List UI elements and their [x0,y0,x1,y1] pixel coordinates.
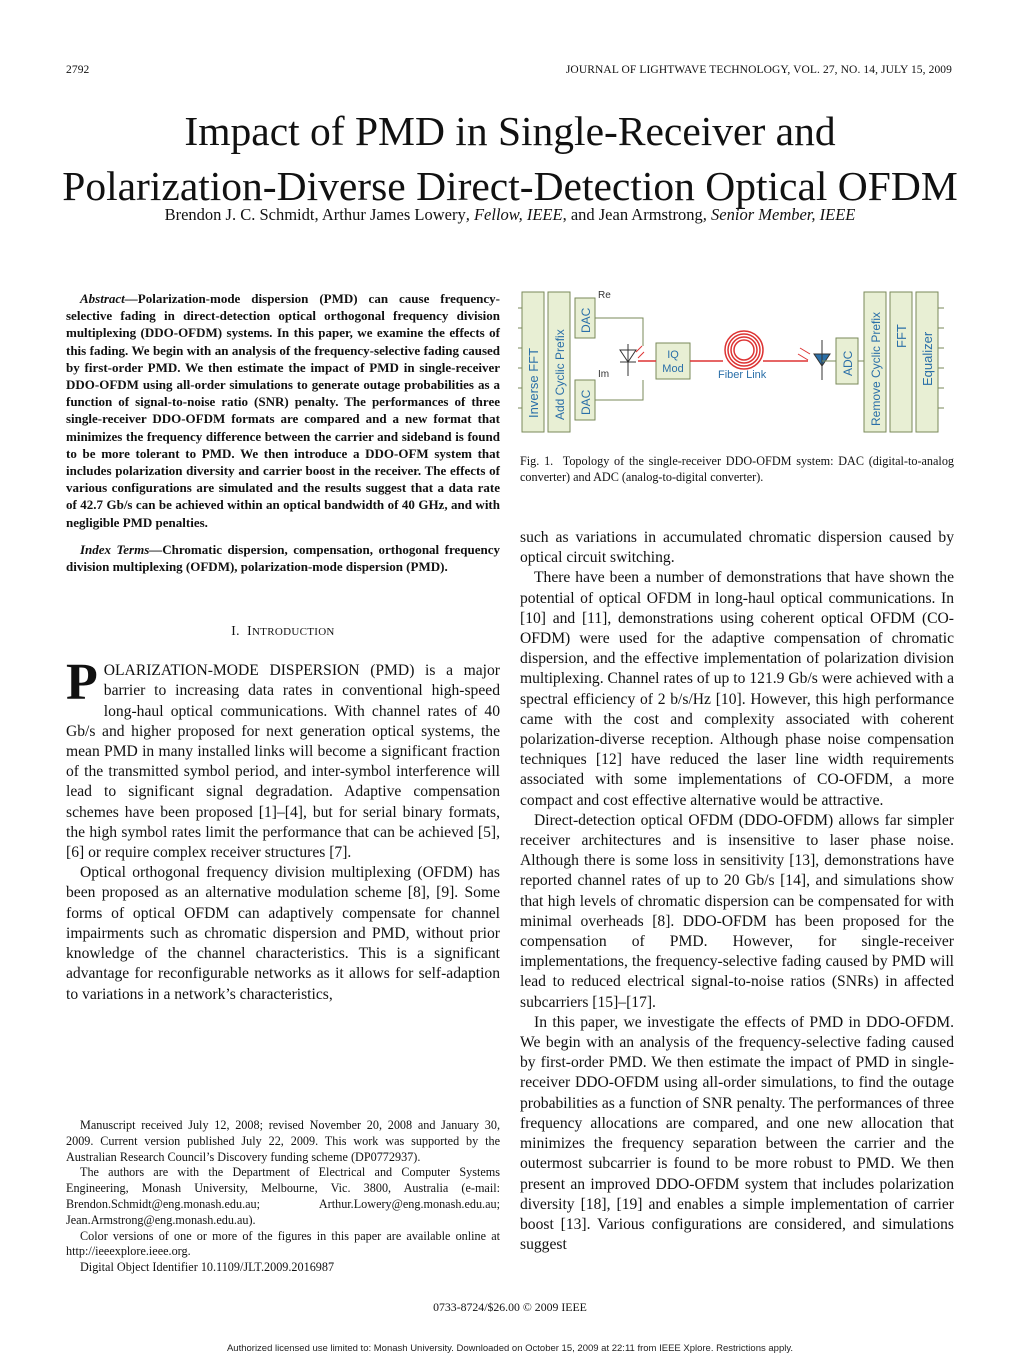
index-terms [66,541,500,575]
laser-icon [620,344,644,376]
fiber-coil-icon [725,331,763,369]
section-heading [66,623,500,639]
drop-cap: P [66,654,98,712]
fiber-link-label: Fiber Link [718,369,767,381]
journal-header: JOURNAL OF LIGHTWAVE TECHNOLOGY, VOL. 27, NO. 14, JULY 15, 2009 [565,64,952,76]
license-notice: Authorized licensed use limited to: Monash University. Downloaded on October 15, 2009 at 22:11 from IEEE Xplore. Restrictions apply. [226,1343,794,1354]
intro-lead-caps: OLARIZATION-MODE DISPERSION (PMD) [103,662,415,680]
re-label: Re [598,290,611,301]
abstract-text: Polarization-mode dispersion (PMD) can cause frequency-selective fading in direct-detection optical orthogonal frequency division multiplexing (DDO-OFDM) systems. In this paper, we examine the effects of this fading. We begin with an analysis of the frequency-selective fading caused by first-order PMD. We then estimate the impact of PMD in single-receiver DDO-OFDM using all-order simulations to generate outage probabilities as a function of signal-to-noise ratio (SNR) penalty. The performances of three single-receiver DDO-OFDM formats are compared and a new format that minimizes the frequency difference between the carrier and sideband is found to be more tolerant to PMD. We then introduce a DDO-OFM system that includes polarization diversity and carrier boost in the receiver. The effects of various configurations are simulated and the results suggest that a data rate of 42.7 Gb/s can be achieved within an optical bandwidth of 40 GHz, and with negligible PMD penalties. [66,291,500,530]
footnote-doi: Digital Object Identifier 10.1109/JLT.2009.2016987 [80,1260,335,1275]
title-line-2: Polarization-Diverse Direct-Detection Optical OFDM [62,163,958,209]
copyright-notice: 0733-8724/$26.00 © 2009 IEEE [433,1300,587,1314]
im-signal-line [595,380,643,400]
page-number: 2792 [66,64,90,76]
fft-block [890,292,912,432]
intro-p1-text: is a major barrier to increasing data rates in conventional high-speed long-haul optical communications. With channel rates of 40 Gb/s and higher proposed for next generation optical systems, the mean PMD in many installed links will become a significant fraction of the transmitted symbol period, and inter-symbol interference will lead to significant signal degradation. Adaptive compensation schemes have been proposed [1]–[4], but for serial binary formats, the high symbol rates limit the performance that can be achieved [5], [6] or require complex receiver structures [7]. [66,662,500,862]
photodiode-icon [798,340,830,380]
add-cp-label: Add Cyclic Prefix [553,329,567,420]
author-1: Brendon J. C. Schmidt, [164,205,319,224]
re-signal-line [595,318,643,346]
iq-mod-label-1: IQ [667,349,679,361]
author-2: Arthur James Lowery [321,205,466,224]
section-title-first: I [247,623,252,639]
dac-top-label: DAC [579,307,593,333]
output-lines [938,308,944,408]
dac-bottom-label: DAC [579,389,593,415]
left-column [66,290,500,1005]
footnote-manuscript: Manuscript received July 12, 2008; revised November 20, 2008 and January 30, 2009. Current version published July 22, 2009. This work was supported by the Australian Research Council’s Discovery funding scheme (DP0772937). [66,1118,500,1164]
title-line-1: Impact of PMD in Single-Receiver and [184,108,836,154]
adc-label: ADC [841,350,855,376]
abstract-label: Abstract— [80,291,138,306]
equalizer-label: Equalizer [920,331,935,386]
section-number: I. [231,623,240,639]
footnotes [66,1118,500,1276]
footnote-color: Color versions of one or more of the figures in this paper are available online at http://ieeexplore.ieee.org. [66,1228,500,1259]
author-3: Jean Armstrong [598,205,703,224]
index-terms-text: Chromatic dispersion, compensation, orthogonal frequency division multiplexing (OFDM), polarization-mode dispersion (PMD). [66,541,501,575]
paper-title [40,104,980,214]
intro-paragraph-2: Optical orthogonal frequency division multiplexing (OFDM) has been proposed as an alternative modulation scheme [8], [9]. Some forms of optical OFDM can adaptively compensate for channel impairments such as chromatic dispersion and PMD, without prior knowledge of the channel characteristics. This is a significant advantage for reconfigurable networks as it allows for self-adaption to variations in a network’s characteristics, [66,864,500,1003]
remove-cp-label: Remove Cyclic Prefix [869,311,883,426]
fft-label: FFT [894,324,909,348]
index-terms-label: Index Terms— [80,541,163,557]
abstract [66,290,500,531]
right-column [520,528,954,1255]
input-lines [518,308,522,408]
topology-figure [518,288,958,438]
figure-caption-label: Fig. 1. [520,454,554,468]
intro-paragraph-4: Direct-detection optical OFDM (DDO-OFDM) allows far simpler receiver architectures and is insensitive to laser phase noise. Although there is some loss in sensitivity [13], demonstrations have reported channel rates of up to 20 Gb/s [14], and simulations show that high levels of chromatic dispersion can be compensated for with minimal overheads [8]. DDO-OFDM has been proposed for the compensation of PMD. However, for single-receiver implementations, the frequency-selective fading caused by PMD will lead to reduced electrical signal-to-noise ratios (SNRs) in affected subcarriers [15]–[17]. [520,811,954,1011]
author-3-title: , Senior Member, IEEE [702,205,856,224]
intro-paragraph-3: There have been a number of demonstrations that have shown the potential of optical OFDM in long-haul optical communications. In [10] and [11], demonstrations using coherent optical OFDM (CO-OFDM) were used for the adaptive compensation of chromatic dispersion, and the effective implementation of polarization division multiplexing. Channel rates of up to 121.9 Gb/s were achieved with a spectral efficiency of 2 b/s/Hz [10]. However, this high performance came with the cost and complexity associated with coherent polarization-diverse reception. Although phase noise compensation techniques [12] have reduced the laser line width requirements associated with some implementations of CO-OFDM, a more compact and cost effective alternative would be attractive. [520,569,954,809]
author-line [40,205,980,225]
intro-paragraph-1 [66,654,500,863]
section-title-rest: NTRODUCTION [251,626,335,639]
figure-caption [520,454,954,486]
intro-paragraph-5: In this paper, we investigate the effects of PMD in DDO-OFDM. We begin with an analysis of the frequency-selective fading caused by first-order PMD. We then estimate the impact of PMD in single-receiver DDO-OFDM using all-order simulations, to find the outage probabilities as a function of SNR penalty. The performances of three frequency allocations are compared, and one new allocation that minimizes the frequency separation between the carrier and the outermost subcarrier is found to be more robust to PMD. We then present an improved DDO-OFDM system that includes polarization diversity [18], [19] and enables a simple implementation of carrier boost [13]. Various configurations are considered, and simulations suggest [520,1013,954,1254]
figure-caption-text: Topology of the single-receiver DDO-OFDM system: DAC (digital-to-analog converter) and ADC (analog-to-digital converter). [520,454,955,484]
intro-paragraph-2-continued: such as variations in accumulated chromatic dispersion caused by optical circuit switching. [520,529,954,567]
inverse-fft-label: Inverse FFT [526,347,541,418]
footnote-affiliation: The authors are with the Department of Electrical and Computer Systems Engineering, Monash University, Melbourne, Vic. 3800, Australia (e-mail: Brendon.Schmidt@eng.monash.edu.au; Arthur.Lowery@eng.monash.edu.au; Jean.Armstrong@eng.monash.edu.au). [66,1165,500,1227]
im-label: Im [598,369,610,380]
iq-mod-label-2: Mod [662,363,684,375]
author-2-title: , Fellow, IEEE [465,205,563,224]
author-conjunction: , and [562,205,595,224]
